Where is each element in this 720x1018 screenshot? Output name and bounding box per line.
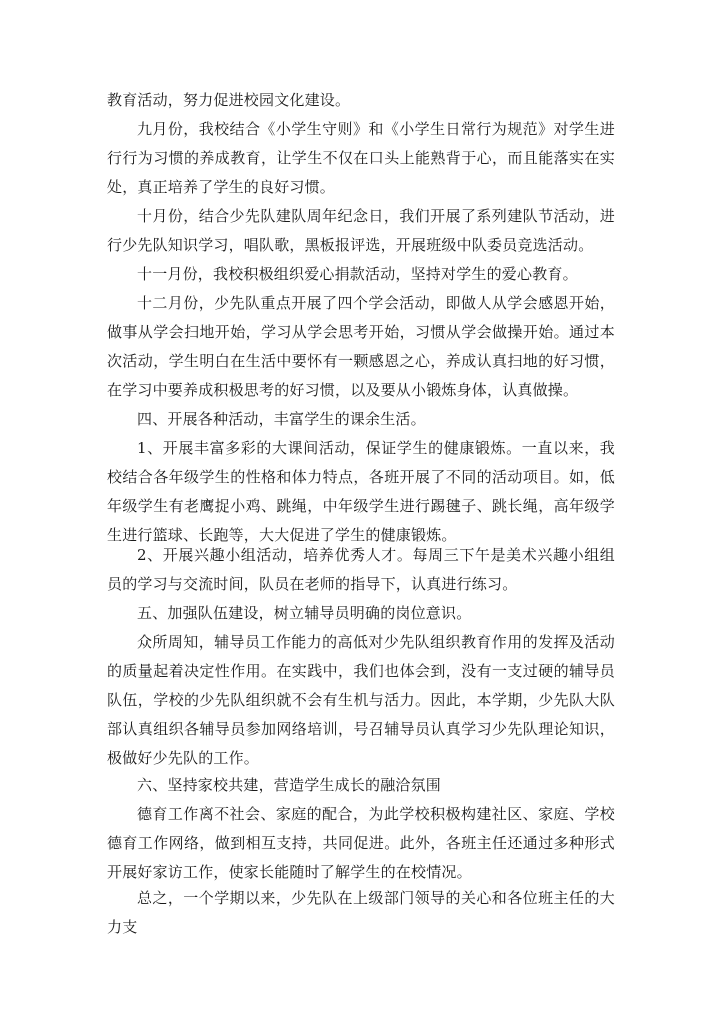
paragraph-item-two: 2、开展兴趣小组活动，培养优秀人才。每周三下午是美术兴趣小组组员的学习与交流时间，队员在老师的指导下，认真进行练习。 bbox=[107, 546, 615, 593]
paragraph-summary: 总之，一个学期以来，少先队在上级部门领导的关心和各位班主任的大力支 bbox=[107, 889, 615, 936]
paragraph-november: 十一月份，我校积极组织爱心捐款活动，坚持对学生的爱心教育。 bbox=[137, 265, 578, 283]
paragraph-intro-continuation: 教育活动，努力促进校园文化建设。 bbox=[107, 91, 351, 109]
paragraph-counselor: 众所周知，辅导员工作能力的高低对少先队组织教育作用的发挥及活动的质量起着决定性作用。在实践中，我们也体会到，没有一支过硬的辅导员队伍，学校的少先队组织就不会有生机与活力。因此，本学期，少先队大队部认真组织各辅导员参加网络培训，号召辅导员认真学习少先队理论知识，极做好少先队的工作。 bbox=[107, 633, 615, 767]
heading-section-four: 四、开展各种活动，丰富学生的课余生活。 bbox=[137, 410, 426, 428]
paragraph-september: 九月份，我校结合《小学生守则》和《小学生日常行为规范》对学生进行行为习惯的养成教育，让学生不仅在口头上能熟背于心，而且能落实在实处，真正培养了学生的良好习惯。 bbox=[107, 120, 615, 196]
paragraph-home-school: 德育工作离不社会、家庭的配合，为此学校积极构建社区、家庭、学校德育工作网络，做到相互支持，共同促进。此外，各班主任还通过多种形式开展好家访工作，使家长能随时了解学生的在校情况。 bbox=[107, 805, 615, 881]
heading-section-five: 五、加强队伍建设，树立辅导员明确的岗位意识。 bbox=[137, 604, 472, 622]
heading-section-six: 六、坚持家校共建，营造学生成长的融洽氛围 bbox=[137, 776, 442, 794]
paragraph-october: 十月份，结合少先队建队周年纪念日，我们开展了系列建队节活动，进行少先队知识学习，唱队歌，黑板报评选，开展班级中队委员竞选活动。 bbox=[107, 207, 615, 254]
paragraph-item-one: 1、开展丰富多彩的大课间活动，保证学生的健康锻炼。一直以来，我校结合各年级学生的性格和体力特点，各班开展了不同的活动项目。如，低年级学生有老鹰捉小鸡、跳绳，中年级学生进行踢毽子、跳长绳，高年级学生进行篮球、长跑等，大大促进了学生的健康锻炼。 bbox=[107, 439, 615, 544]
paragraph-december: 十二月份，少先队重点开展了四个学会活动，即做人从学会感恩开始，做事从学会扫地开始，学习从学会思考开始，习惯从学会做操开始。通过本次活动，学生明白在生活中要怀有一颗感恩之心，养成认真扫地的好习惯，在学习中要养成积极思考的好习惯，以及要从小锻炼身体，认真做操。 bbox=[107, 294, 615, 399]
